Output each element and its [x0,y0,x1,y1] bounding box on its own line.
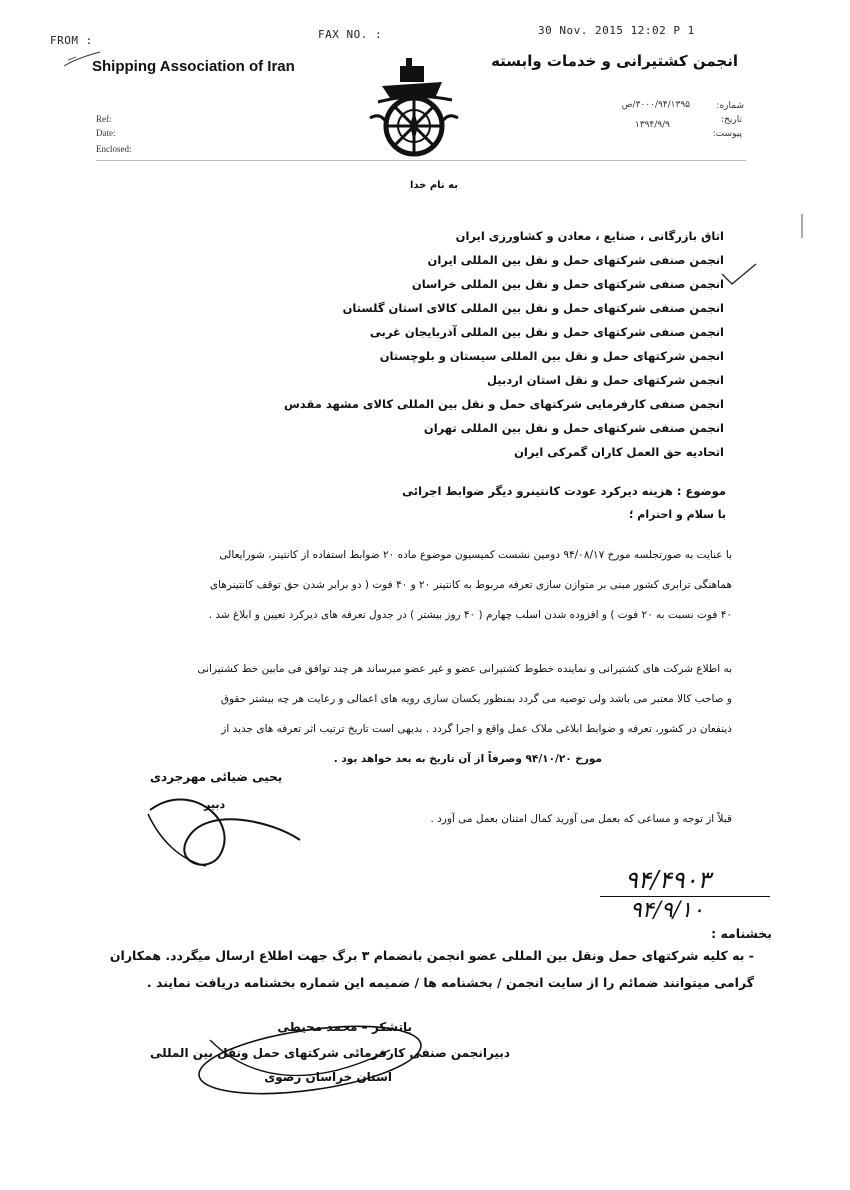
recipient-item: انجمن صنفی شرکتهای حمل و نقل بین المللی ایران [427,253,724,267]
enclosed-label-fa: پیوست: [712,129,742,139]
number-label-fa: شماره: [716,101,744,111]
footer-province: استان خراسان رضوی [264,1070,392,1084]
circular-line: - به کلیه شرکتهای حمل ونقل بین المللی عضو انجمن بانضمام ۳ برگ جهت اطلاع ارسال میگردد. همکاران [109,948,754,963]
recipient-item: انجمن صنفی شرکتهای حمل و نقل بین المللی تهران [423,421,724,435]
basmala: به نام خدا [409,180,458,191]
date-label-fa: تاریخ: [721,115,742,125]
recipient-item: اتاق بازرگانی ، صنایع ، معادن و کشاورزی ایران [455,229,724,243]
circular-body [54,942,754,996]
recipient-item: انجمن صنفی شرکتهای حمل و نقل بین المللی کالای استان گلستان [342,301,724,315]
recipient-item: اتحادیه حق العمل کاران گمرکی ایران [514,445,724,459]
subject-line: موضوع : هزینه دیرکرد عودت کانتینرو دیگر ضوابط اجرائی [402,484,726,498]
paragraph-line: به اطلاع شرکت های کشتیرانی و نماینده خطوط کشتیرانی عضو و غیر عضو میرساند هر چند توافق فی مابین خط کشتیرانی [197,663,732,675]
handwritten-underline [600,896,770,897]
margin-tick-mark [796,212,808,242]
recipient-item: انجمن شرکتهای حمل و نقل بین المللی سیستان و بلوچستان [379,349,724,363]
recipient-list [204,224,724,464]
check-mark-icon [720,262,760,290]
recipient-item: انجمن صنفی کارفرمایی شرکتهای حمل و نقل بین المللی کالای مشهد مقدس [283,397,724,411]
fax-datetime: 30 Nov. 2015 12:02 P 1 [538,24,695,37]
handwritten-reg-date: ۹۴/۹/۱۰ [630,898,704,923]
footer-thanks: باتشکر – محمد محیطی [277,1020,412,1034]
handwritten-reg-number: ۹۴/۴۹۰۳ [625,866,711,894]
paragraph-line: با عنایت به صورتجلسه مورخ ۹۴/۰۸/۱۷ دومین نشست کمیسیون موضوع ماده ۲۰ ضوابط استفاده از کانتینر، شورایعالی [219,549,732,561]
recipient-item: انجمن صنفی شرکتهای حمل و نقل بین المللی آذربایجان غربی [369,325,724,339]
date-label: Date: [96,128,116,138]
paragraph-line: و صاحب کالا معتبر می باشد ولی توصیه می گردد بمنظور یکسان سازی رویه های اعمالی و رعایت هر چه بیشتر حقوق [220,693,732,705]
footer-signature-scribble [190,1020,430,1100]
closing-line: قبلاً از توجه و مساعی که بعمل می آورید کمال امتنان بعمل می آورد . [430,813,732,825]
org-name-en: Shipping Association of Iran [92,58,295,75]
paragraph-line: ذینفعان در کشور، تعرفه و ضوابط ابلاغی ملاک عمل واقع و اجرا گردد . بدیهی است تاریخ ترتیب اثر تعرفه های جدید از [221,723,732,735]
greeting: با سلام و احترام ؛ [629,508,726,521]
circular-title: بخشنامه : [711,926,772,941]
recipient-item: انجمن صنفی شرکتهای حمل و نقل بین المللی خراسان [411,277,724,291]
fax-number: FAX NO. : [318,28,383,41]
paragraph-line: ۴۰ فوت نسبت به ۲۰ فوت ) و افزوده شدن اسلب چهارم ( ۴۰ روز بیشتر ) در جدول تعرفه های دیرکرد تعیین و ابلاغ شد . [208,609,732,621]
signer-name: یحیی ضیائی مهرجردی [150,770,283,784]
fax-from: FROM : [50,34,93,47]
signer-title: دبیر [204,798,226,811]
recipient-item: انجمن شرکتهای حمل و نقل استان اردبیل [486,373,724,387]
number-value: ۳۰۰۰/۹۴/۱۳۹۵/ص [621,100,690,110]
paragraph-1 [102,540,732,630]
header-divider [96,160,746,161]
paragraph-line: مورخ ۹۴/۱۰/۲۰ وصرفاً از آن تاریخ به بعد خواهد بود . [333,753,602,765]
circular-line: گرامی میتوانند ضمائم را از سایت انجمن / بخشنامه ها / ضمیمه این شماره بخشنامه دریافت نمایند . [146,975,754,990]
date-value: ۱۳۹۴/۹/۹ [634,120,670,130]
org-name-fa: انجمن کشتیرانی و خدمات وابسته [491,52,738,70]
paragraph-2 [102,654,732,774]
signature-scribble [130,780,310,880]
ship-logo-icon [360,52,468,160]
footer-position: دبیرانجمن صنفی کارفرمائی شرکتهای حمل ونقل بین المللی [149,1046,510,1060]
ref-label: Ref: [96,114,112,124]
paragraph-line: هماهنگی ترابری کشور مبنی بر متوازن سازی تعرفه مربوط به کانتینر ۲۰ و ۴۰ فوت ( دو برابر شدن حق توقف کانتینرهای [209,579,732,591]
enclosed-label: Enclosed: [96,144,132,154]
